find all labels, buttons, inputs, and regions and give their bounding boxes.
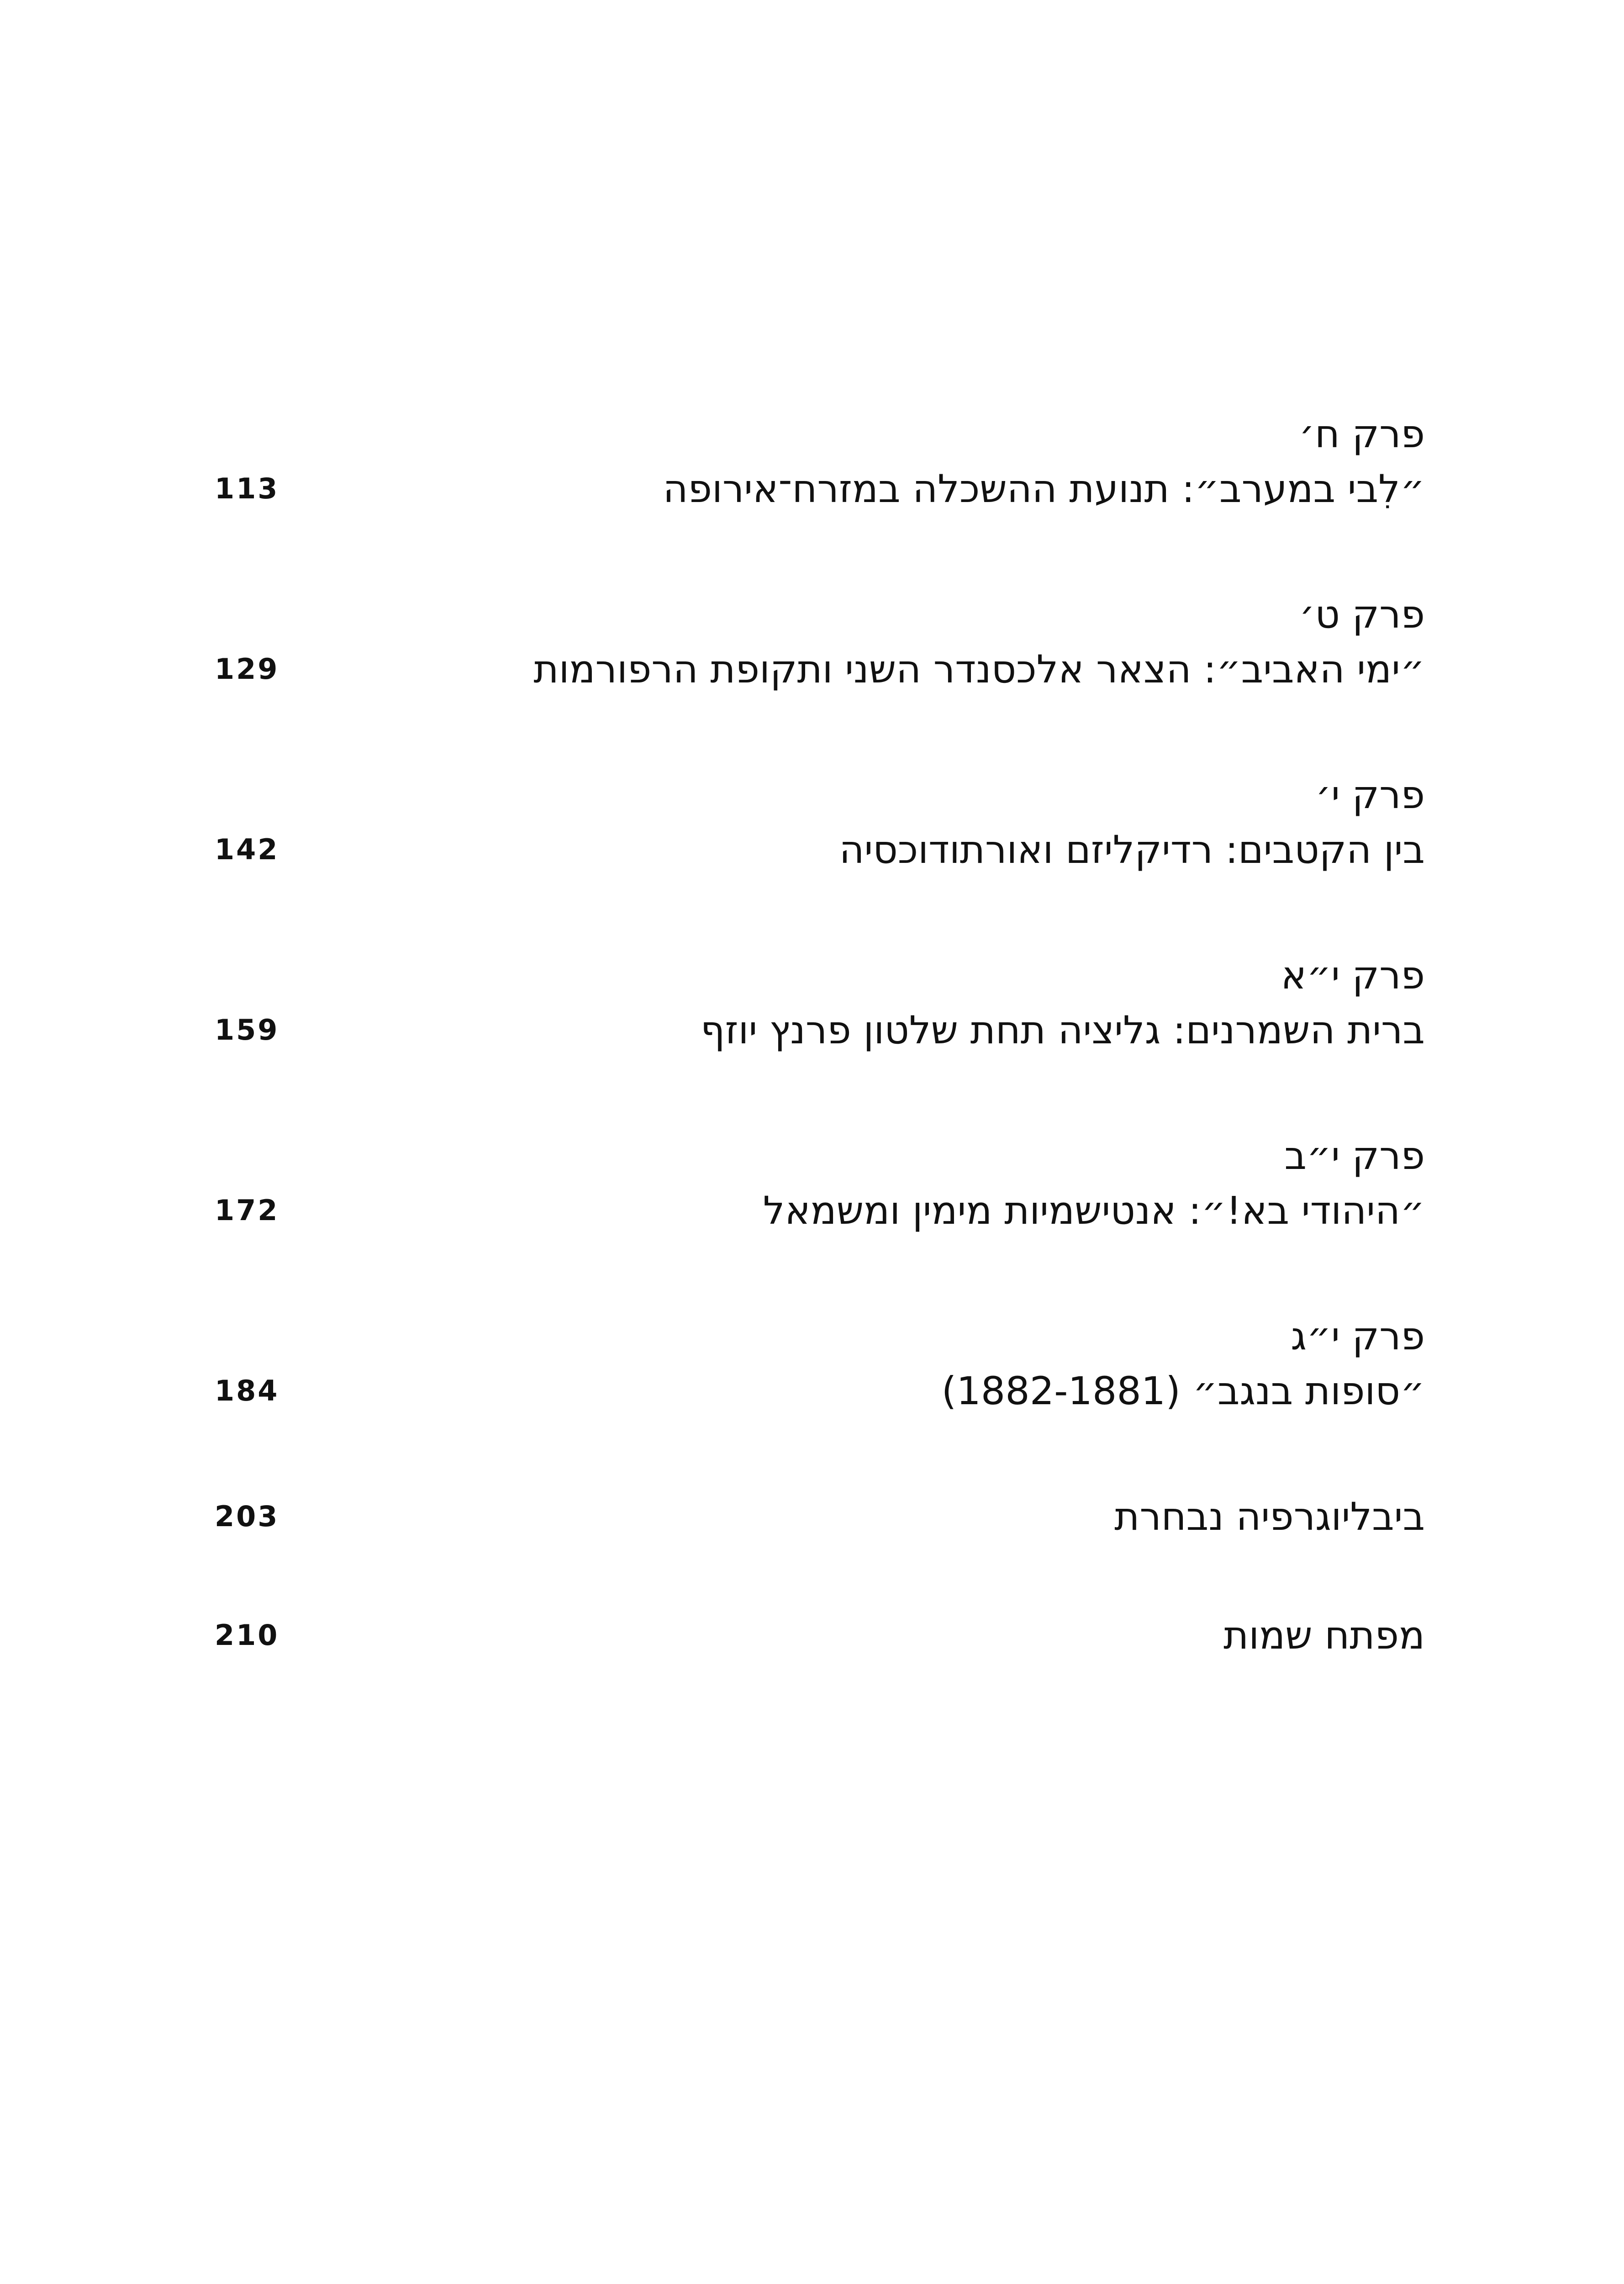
toc-appendix-entry xyxy=(215,1494,1425,1539)
chapter-title: ״ימי האביב״: הצאר אלכסנדר השני ותקופת הרפורמות xyxy=(533,647,1425,692)
page-number: 159 xyxy=(215,1013,279,1047)
toc-chapter-entry xyxy=(215,592,1425,729)
chapter-label: פרק י״א xyxy=(1281,953,1425,998)
toc-chapter-entry xyxy=(215,1313,1425,1450)
toc-chapter-entry xyxy=(215,1133,1425,1270)
chapter-label: פרק ט׳ xyxy=(1299,592,1425,637)
index-title: מפתח שמות xyxy=(1223,1613,1425,1658)
toc-chapter-entry xyxy=(215,772,1425,909)
chapter-title: ״סופות בנגב״ (1882-1881) xyxy=(941,1369,1425,1413)
toc-row xyxy=(215,466,1425,512)
chapter-title: בין הקטבים: רדיקליזם ואורתודוכסיה xyxy=(839,827,1425,872)
page-number: 184 xyxy=(215,1374,279,1407)
chapter-label: פרק ח׳ xyxy=(1299,412,1425,456)
page-number: 129 xyxy=(215,652,279,686)
toc-appendix-entry xyxy=(215,1613,1425,1658)
chapter-title: ברית השמרנים: גליציה תחת שלטון פרנץ יוזף xyxy=(700,1008,1425,1052)
table-of-contents xyxy=(215,411,1425,1731)
chapter-title: ״היהודי בא!״: אנטישמיות מימין ומשמאל xyxy=(763,1188,1425,1233)
toc-chapter-entry xyxy=(215,952,1425,1089)
toc-row xyxy=(215,1368,1425,1414)
page-number: 210 xyxy=(215,1618,279,1652)
chapter-label: פרק י״ב xyxy=(1284,1133,1425,1178)
page-number: 203 xyxy=(215,1500,279,1533)
page-number: 113 xyxy=(215,472,279,505)
page-number: 142 xyxy=(215,833,279,866)
chapter-label: פרק י״ג xyxy=(1291,1314,1425,1359)
toc-chapter-entry xyxy=(215,411,1425,548)
toc-row xyxy=(215,1494,1425,1539)
chapter-label: פרק י׳ xyxy=(1315,772,1425,817)
toc-row xyxy=(215,1188,1425,1233)
page-number: 172 xyxy=(215,1194,279,1227)
chapter-title: ״לִבי במערב״: תנועת ההשכלה במזרח־אירופה xyxy=(663,466,1425,511)
toc-row xyxy=(215,827,1425,872)
bibliography-title: ביבליוגרפיה נבחרת xyxy=(1114,1494,1425,1539)
toc-row xyxy=(215,1007,1425,1053)
toc-row xyxy=(215,646,1425,692)
toc-row xyxy=(215,1613,1425,1658)
